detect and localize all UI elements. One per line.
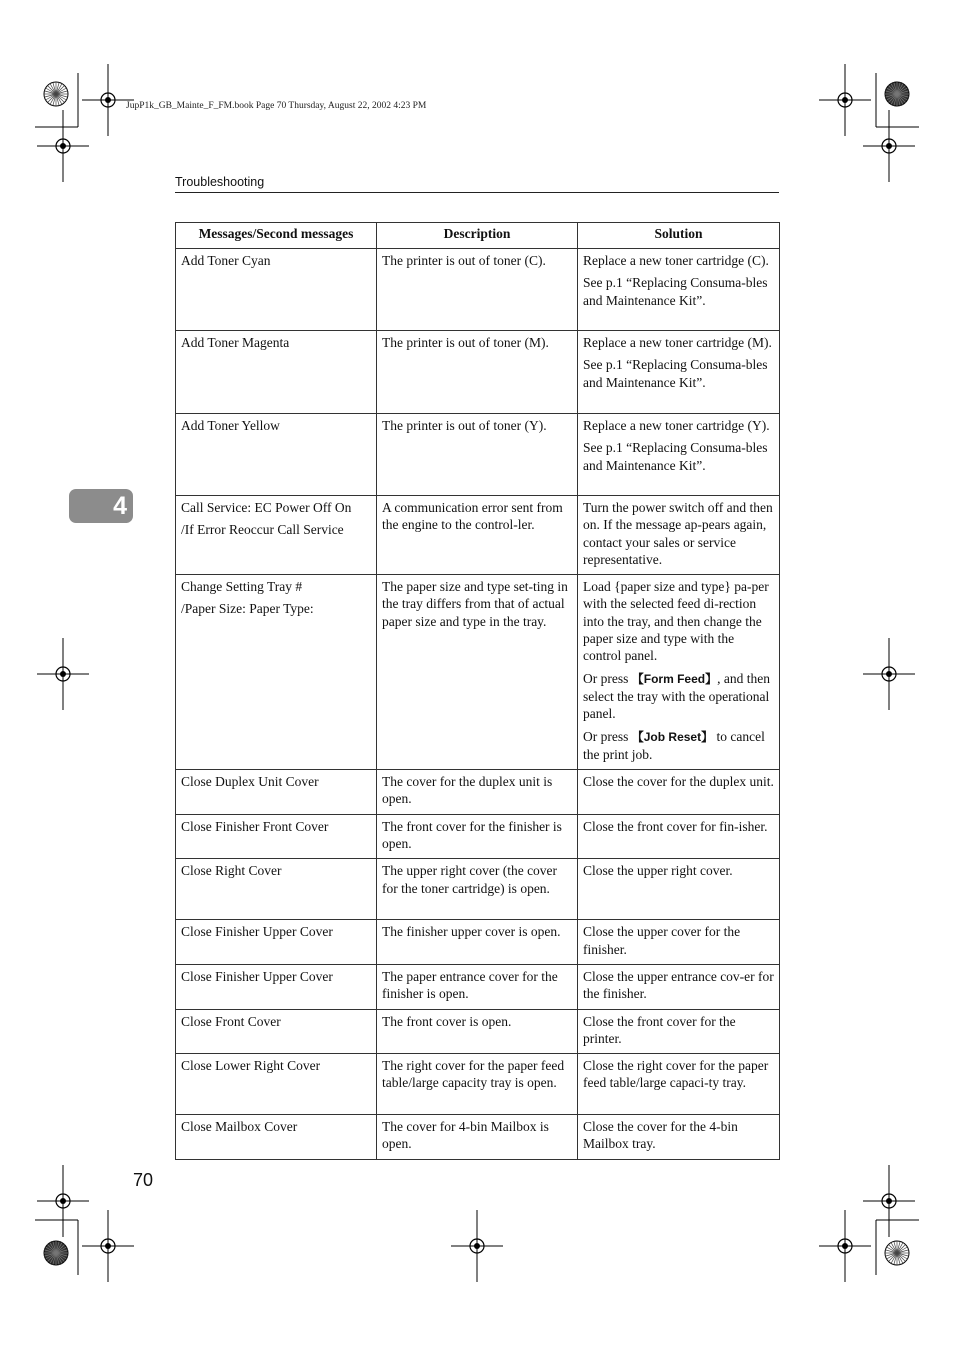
description-cell: The cover for the duplex unit is open. (377, 770, 578, 815)
message-cell (176, 770, 377, 815)
table-header-row (176, 223, 780, 249)
solution-paragraph (583, 274, 774, 309)
description-cell: The right cover for the paper feed table/large capacity tray is open. (377, 1054, 578, 1115)
message-text: Close Front Cover (181, 1013, 281, 1029)
table-row (176, 249, 780, 331)
solution-text: Close the front cover for the printer. (583, 1013, 736, 1046)
description-cell: The cover for 4-bin Mailbox is open. (377, 1115, 578, 1160)
table-row (176, 496, 780, 575)
registration-dot (842, 1243, 848, 1249)
registration-dot (60, 1198, 66, 1204)
solution-text: Or press (583, 728, 632, 744)
description-cell: The upper right cover (the cover for the toner cartridge) is open. (377, 859, 578, 920)
solution-paragraph (583, 1057, 774, 1092)
solution-text: See p.1 “Replacing Consuma-bles and Maintenance Kit”. (583, 357, 768, 390)
solution-cell (578, 1009, 780, 1054)
message-cell (176, 575, 377, 770)
solution-text: Close the cover for the duplex unit. (583, 774, 774, 790)
solution-paragraph (583, 968, 774, 1003)
registration-dot (60, 143, 66, 149)
solution-text: See p.1 “Replacing Consuma-bles and Maintenance Kit”. (583, 440, 768, 473)
key-name: 【Job Reset】 (631, 729, 714, 744)
solution-text: Or press (583, 670, 632, 686)
message-text: Close Finisher Upper Cover (181, 968, 333, 984)
solution-paragraph (583, 356, 774, 391)
message-text: Close Duplex Unit Cover (181, 774, 319, 790)
message-cell (176, 1115, 377, 1160)
registration-dot (105, 97, 111, 103)
solution-paragraph (583, 252, 774, 269)
message-text: Close Right Cover (181, 863, 282, 879)
table-row (176, 920, 780, 965)
registration-dot (886, 1198, 892, 1204)
solution-text: Replace a new toner cartridge (Y). (583, 418, 770, 433)
message-cell (176, 920, 377, 965)
table-row (176, 414, 780, 496)
registration-dot (474, 1243, 480, 1249)
message-text: /Paper Size: Paper Type: (181, 601, 314, 617)
file-note: JupP1k_GB_Mainte_F_FM.book Page 70 Thursday, August 22, 2002 4:23 PM (126, 101, 427, 111)
solution-paragraph (583, 818, 774, 835)
solution-paragraph (583, 862, 774, 879)
description-cell: The front cover is open. (377, 1009, 578, 1054)
solution-text: Close the upper cover for the finisher. (583, 924, 741, 957)
description-cell: The printer is out of toner (C). (377, 249, 578, 331)
registration-dot (842, 97, 848, 103)
table-row (176, 814, 780, 859)
running-header: Troubleshooting (175, 175, 779, 193)
column-header-description: Description (377, 223, 578, 249)
solution-text: Replace a new toner cartridge (C). (583, 253, 769, 268)
key-name: 【Form Feed】 (631, 671, 718, 686)
solution-cell (578, 920, 780, 965)
solution-text: Close the front cover for fin-isher. (583, 818, 768, 834)
table-row (176, 575, 780, 770)
message-text: /If Error Reoccur Call Service (181, 522, 344, 538)
description-cell: A communication error sent from the engine to the control-ler. (377, 496, 578, 575)
solution-text: Replace a new toner cartridge (M). (583, 335, 772, 350)
message-cell (176, 859, 377, 920)
message-text: Add Toner Cyan (181, 253, 271, 268)
solution-paragraph (583, 499, 774, 568)
description-cell: The paper entrance cover for the finisher is open. (377, 964, 578, 1009)
column-header-messages: Messages/Second messages (176, 223, 377, 249)
message-cell (176, 331, 377, 414)
message-text: Call Service: EC Power Off On (181, 500, 352, 515)
solution-text: Close the upper right cover. (583, 863, 733, 879)
registration-dot (886, 671, 892, 677)
solution-text: Close the right cover for the paper feed table/large capaci-ty tray. (583, 1058, 769, 1091)
registration-dot (105, 1243, 111, 1249)
table-row (176, 964, 780, 1009)
solution-text: Close the cover for the 4-bin Mailbox tray. (583, 1119, 738, 1152)
message-cell (176, 1054, 377, 1115)
table-row (176, 331, 780, 414)
solution-paragraph (583, 417, 774, 434)
solution-cell (578, 331, 780, 414)
solution-paragraph (583, 334, 774, 351)
solution-paragraph (583, 728, 774, 764)
registration-dot (60, 671, 66, 677)
solution-paragraph (583, 773, 774, 790)
solution-paragraph (583, 1118, 774, 1153)
message-text: Close Finisher Front Cover (181, 818, 329, 834)
table-row (176, 770, 780, 815)
message-text: Change Setting Tray # (181, 579, 303, 595)
solution-paragraph (583, 923, 774, 958)
message-cell (176, 249, 377, 331)
solution-cell (578, 414, 780, 496)
solution-text: to cancel the print job. (583, 728, 765, 762)
table-row (176, 859, 780, 920)
page-number: 70 (133, 1170, 154, 1190)
description-cell: The printer is out of toner (Y). (377, 414, 578, 496)
message-cell (176, 814, 377, 859)
message-cell (176, 414, 377, 496)
solution-paragraph (583, 670, 774, 723)
message-text: Close Lower Right Cover (181, 1058, 321, 1074)
message-text: Close Mailbox Cover (181, 1119, 298, 1135)
solution-cell (578, 496, 780, 575)
solution-text: Load {paper size and type} pa-per with the selected feed di-rection into the tray, and then change the paper size and type with the control panel. (583, 579, 769, 664)
solution-cell (578, 770, 780, 815)
message-text: Add Toner Yellow (181, 418, 280, 433)
solution-paragraph (583, 1013, 774, 1048)
solution-cell (578, 1054, 780, 1115)
message-text: Add Toner Magenta (181, 335, 290, 350)
table-row (176, 1009, 780, 1054)
solution-text: Close the upper entrance cov-er for the finisher. (583, 968, 774, 1002)
solution-text: Turn the power switch off and then on. If the message ap-pears again, contact your sales or service representative. (583, 500, 773, 567)
table-body (176, 249, 780, 1160)
solution-cell (578, 249, 780, 331)
chapter-tab: 4 (69, 489, 133, 523)
messages-table (175, 222, 780, 1160)
solution-cell (578, 814, 780, 859)
solution-paragraph (583, 578, 774, 664)
solution-text: See p.1 “Replacing Consuma-bles and Maintenance Kit”. (583, 275, 768, 308)
message-cell (176, 964, 377, 1009)
message-cell (176, 1009, 377, 1054)
description-cell: The printer is out of toner (M). (377, 331, 578, 414)
solution-cell (578, 575, 780, 770)
table-row (176, 1115, 780, 1160)
solution-text: , and then select the tray with the operational panel. (583, 670, 770, 722)
description-cell: The paper size and type set-ting in the tray differs from that of actual paper size and type in the tray. (377, 575, 578, 770)
solution-cell (578, 964, 780, 1009)
solution-cell (578, 859, 780, 920)
table-row (176, 1054, 780, 1115)
column-header-solution: Solution (578, 223, 780, 249)
message-text: Close Finisher Upper Cover (181, 924, 333, 940)
description-cell: The finisher upper cover is open. (377, 920, 578, 965)
message-cell (176, 496, 377, 575)
solution-cell (578, 1115, 780, 1160)
solution-paragraph (583, 439, 774, 474)
registration-dot (886, 143, 892, 149)
description-cell: The front cover for the finisher is open. (377, 814, 578, 859)
